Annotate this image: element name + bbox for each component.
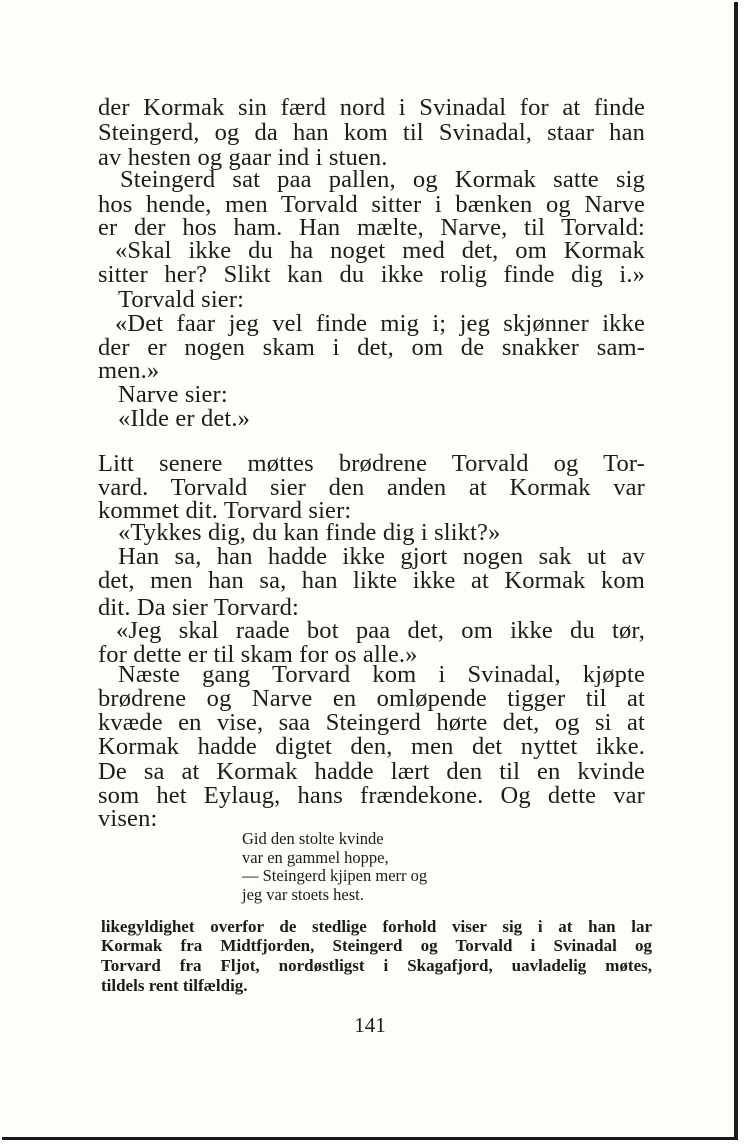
text-line: Han sa, han hadde ikke gjort nogen sak ut av bbox=[118, 543, 645, 570]
text-line: der Kormak sin færd nord i Svinadal for at finde bbox=[98, 94, 645, 121]
text-line: hos hende, men Torvald sitter i bænken og Narve bbox=[98, 191, 645, 218]
footnote-line: tildels rent tilfældig. bbox=[101, 976, 248, 995]
text-line: kvæde en vise, saa Steingerd hørte det, og si at bbox=[98, 709, 645, 736]
text-line: «Det faar jeg vel finde mig i; jeg skjønner ikke bbox=[115, 310, 645, 337]
text-line: sitter her? Slikt kan du ikke rolig finde dig i.» bbox=[98, 261, 645, 288]
text-line: av hesten og gaar ind i stuen. bbox=[98, 144, 388, 171]
text-line: brødrene og Narve en omløpende tigger til at bbox=[98, 685, 645, 712]
text-line: Litt senere møttes brødrene Torvald og Tor- bbox=[98, 450, 645, 477]
text-line: kommet dit. Torvard sier: bbox=[98, 497, 352, 524]
text-line: «Skal ikke du ha noget med det, om Kormak bbox=[115, 237, 645, 264]
book-page bbox=[2, 2, 738, 1140]
page-number: 141 bbox=[354, 1013, 386, 1037]
text-line: for dette er til skam for os alle.» bbox=[98, 641, 418, 668]
text-line: der er nogen skam i det, om de snakker sam- bbox=[98, 334, 645, 361]
text-line: Torvald sier: bbox=[118, 286, 245, 313]
text-line: «Jeg skal raade bot paa det, om ikke du tør, bbox=[116, 617, 645, 644]
text-line: Steingerd, og da han kom til Svinadal, staar han bbox=[98, 119, 645, 146]
text-line: det, men han sa, han likte ikke at Kormak kom bbox=[98, 567, 645, 594]
text-line: som het Eylaug, hans frændekone. Og dette var bbox=[98, 782, 645, 809]
footnote-line: Torvard fra Fljot, nordøstligst i Skagafjord, uavladelig møtes, bbox=[101, 956, 652, 975]
footnote-line: Kormak fra Midtfjorden, Steingerd og Torvald i Svinadal og bbox=[101, 936, 652, 955]
verse-line: Gid den stolte kvinde bbox=[242, 829, 384, 848]
text-line: «Ilde er det.» bbox=[118, 405, 251, 432]
text-line: Næste gang Torvard kom i Svinadal, kjøpte bbox=[118, 661, 645, 688]
text-line: De sa at Kormak hadde lært den til en kvinde bbox=[98, 758, 645, 785]
text-line: visen: bbox=[98, 805, 158, 832]
text-line: men.» bbox=[98, 357, 160, 384]
verse-line: — Steingerd kjipen merr og bbox=[242, 866, 428, 885]
text-line: «Tykkes dig, du kan finde dig i slikt?» bbox=[118, 519, 501, 546]
text-line: dit. Da sier Torvard: bbox=[98, 594, 300, 621]
verse-line: jeg var stoets hest. bbox=[242, 885, 364, 904]
text-line: Kormak hadde digtet den, men det nyttet ikke. bbox=[98, 733, 645, 760]
footnote-line: likegyldighet overfor de stedlige forhold viser sig i at han lar bbox=[101, 917, 652, 936]
text-line: Narve sier: bbox=[118, 381, 228, 408]
verse-line: var en gammel hoppe, bbox=[242, 848, 389, 867]
text-line: er der hos ham. Han mælte, Narve, til Torvald: bbox=[98, 214, 645, 241]
text-line: Steingerd sat paa pallen, og Kormak satte sig bbox=[120, 166, 645, 193]
text-line: vard. Torvald sier den anden at Kormak var bbox=[98, 474, 645, 501]
